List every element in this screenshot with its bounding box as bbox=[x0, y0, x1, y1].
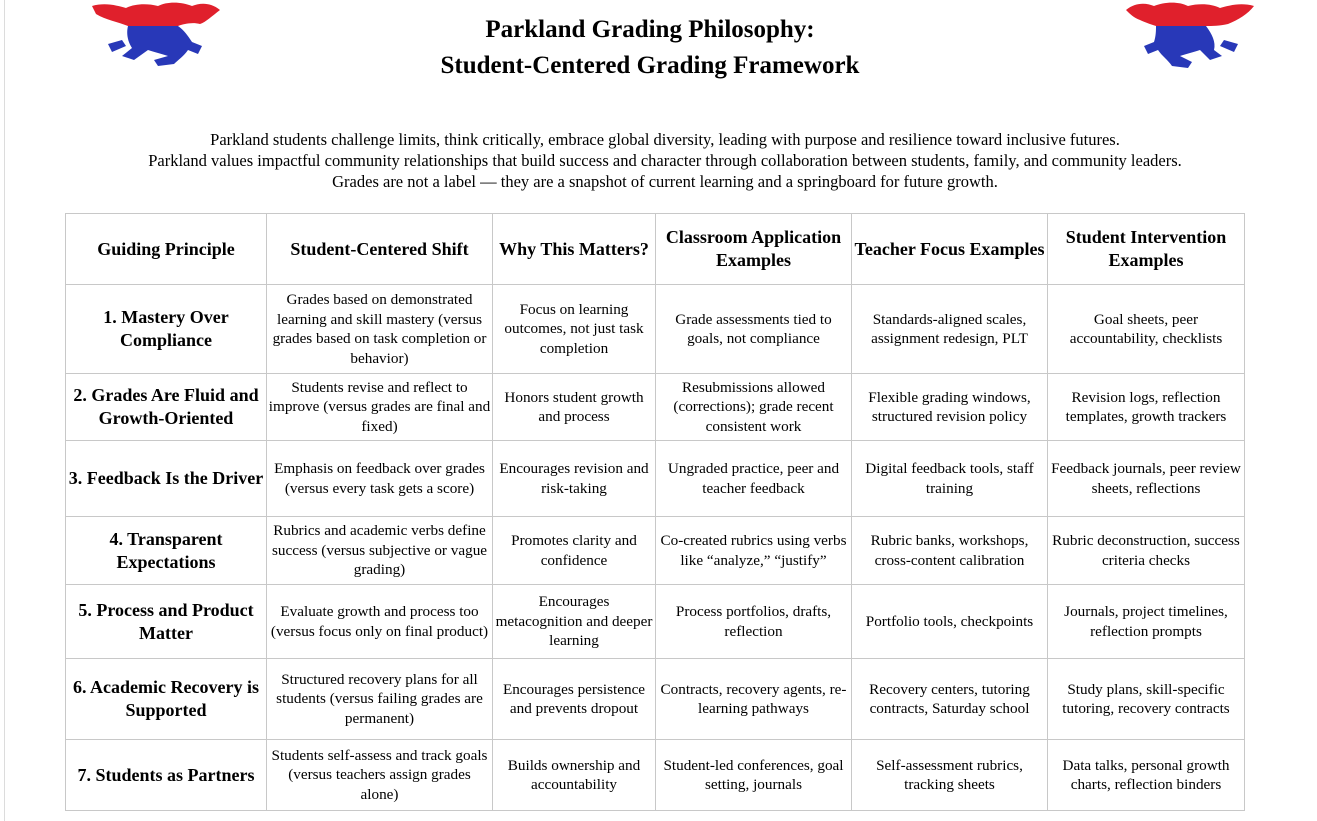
guiding-principle-cell: 1. Mastery Over Compliance bbox=[66, 285, 267, 374]
student-centered-shift-cell: Students self-assess and track goals (versus teachers assign grades alone) bbox=[267, 740, 493, 811]
classroom-application-cell: Co-created rubrics using verbs like “analyze,” “justify” bbox=[656, 517, 852, 585]
classroom-application-cell: Student-led conferences, goal setting, journals bbox=[656, 740, 852, 811]
classroom-application-cell: Ungraded practice, peer and teacher feedback bbox=[656, 441, 852, 517]
why-this-matters-cell: Promotes clarity and confidence bbox=[493, 517, 656, 585]
table-row bbox=[66, 585, 1245, 659]
teacher-focus-cell: Standards-aligned scales, assignment redesign, PLT bbox=[852, 285, 1048, 374]
student-centered-shift-cell: Emphasis on feedback over grades (versus every task gets a score) bbox=[267, 441, 493, 517]
column-header: Teacher Focus Examples bbox=[852, 214, 1048, 285]
teacher-focus-cell: Rubric banks, workshops, cross-content calibration bbox=[852, 517, 1048, 585]
classroom-application-cell: Contracts, recovery agents, re-learning pathways bbox=[656, 659, 852, 740]
guiding-principle-cell: 2. Grades Are Fluid and Growth-Oriented bbox=[66, 374, 267, 441]
mission-statement bbox=[0, 129, 1317, 192]
column-header: Classroom Application Examples bbox=[656, 214, 852, 285]
page-edge bbox=[4, 0, 5, 821]
teacher-focus-cell: Portfolio tools, checkpoints bbox=[852, 585, 1048, 659]
student-intervention-cell: Data talks, personal growth charts, reflection binders bbox=[1048, 740, 1245, 811]
table-row bbox=[66, 285, 1245, 374]
column-header: Guiding Principle bbox=[66, 214, 267, 285]
teacher-focus-cell: Self-assessment rubrics, tracking sheets bbox=[852, 740, 1048, 811]
teacher-focus-cell: Recovery centers, tutoring contracts, Saturday school bbox=[852, 659, 1048, 740]
student-intervention-cell: Goal sheets, peer accountability, checklists bbox=[1048, 285, 1245, 374]
teacher-focus-cell: Flexible grading windows, structured revision policy bbox=[852, 374, 1048, 441]
classroom-application-cell: Grade assessments tied to goals, not compliance bbox=[656, 285, 852, 374]
student-centered-shift-cell: Students revise and reflect to improve (versus grades are final and fixed) bbox=[267, 374, 493, 441]
why-this-matters-cell: Builds ownership and accountability bbox=[493, 740, 656, 811]
guiding-principle-cell: 6. Academic Recovery is Supported bbox=[66, 659, 267, 740]
why-this-matters-cell: Encourages persistence and prevents dropout bbox=[493, 659, 656, 740]
student-centered-shift-cell: Structured recovery plans for all students (versus failing grades are permanent) bbox=[267, 659, 493, 740]
mission-line: Parkland students challenge limits, think critically, embrace global diversity, leading with purpose and resilience toward inclusive futures. bbox=[210, 130, 1120, 149]
why-this-matters-cell: Encourages metacognition and deeper learning bbox=[493, 585, 656, 659]
why-this-matters-cell: Focus on learning outcomes, not just task completion bbox=[493, 285, 656, 374]
table-row bbox=[66, 740, 1245, 811]
table-row bbox=[66, 517, 1245, 585]
page-title-line-2: Student-Centered Grading Framework bbox=[440, 52, 860, 79]
mission-line: Parkland values impactful community relationships that build success and character through collaboration between students, family, and community leaders. bbox=[148, 151, 1182, 170]
student-intervention-cell: Revision logs, reflection templates, growth trackers bbox=[1048, 374, 1245, 441]
classroom-application-cell: Process portfolios, drafts, reflection bbox=[656, 585, 852, 659]
student-centered-shift-cell: Rubrics and academic verbs define success (versus subjective or vague grading) bbox=[267, 517, 493, 585]
table-row bbox=[66, 441, 1245, 517]
guiding-principle-cell: 5. Process and Product Matter bbox=[66, 585, 267, 659]
why-this-matters-cell: Encourages revision and risk-taking bbox=[493, 441, 656, 517]
column-header: Why This Matters? bbox=[493, 214, 656, 285]
student-centered-shift-cell: Evaluate growth and process too (versus focus only on final product) bbox=[267, 585, 493, 659]
student-intervention-cell: Rubric deconstruction, success criteria checks bbox=[1048, 517, 1245, 585]
grading-framework-table bbox=[65, 213, 1245, 811]
student-intervention-cell: Journals, project timelines, reflection prompts bbox=[1048, 585, 1245, 659]
table-row bbox=[66, 374, 1245, 441]
student-intervention-cell: Feedback journals, peer review sheets, reflections bbox=[1048, 441, 1245, 517]
guiding-principle-cell: 4. Transparent Expectations bbox=[66, 517, 267, 585]
column-header: Student Intervention Examples bbox=[1048, 214, 1245, 285]
classroom-application-cell: Resubmissions allowed (corrections); grade recent consistent work bbox=[656, 374, 852, 441]
column-header: Student-Centered Shift bbox=[267, 214, 493, 285]
table-row bbox=[66, 659, 1245, 740]
table-header-row bbox=[66, 214, 1245, 285]
teacher-focus-cell: Digital feedback tools, staff training bbox=[852, 441, 1048, 517]
guiding-principle-cell: 7. Students as Partners bbox=[66, 740, 267, 811]
why-this-matters-cell: Honors student growth and process bbox=[493, 374, 656, 441]
student-intervention-cell: Study plans, skill-specific tutoring, recovery contracts bbox=[1048, 659, 1245, 740]
guiding-principle-cell: 3. Feedback Is the Driver bbox=[66, 441, 267, 517]
mission-line: Grades are not a label — they are a snapshot of current learning and a springboard for future growth. bbox=[332, 172, 998, 191]
page-title-line-1: Parkland Grading Philosophy: bbox=[485, 16, 815, 43]
student-centered-shift-cell: Grades based on demonstrated learning and skill mastery (versus grades based on task completion or behavior) bbox=[267, 285, 493, 374]
